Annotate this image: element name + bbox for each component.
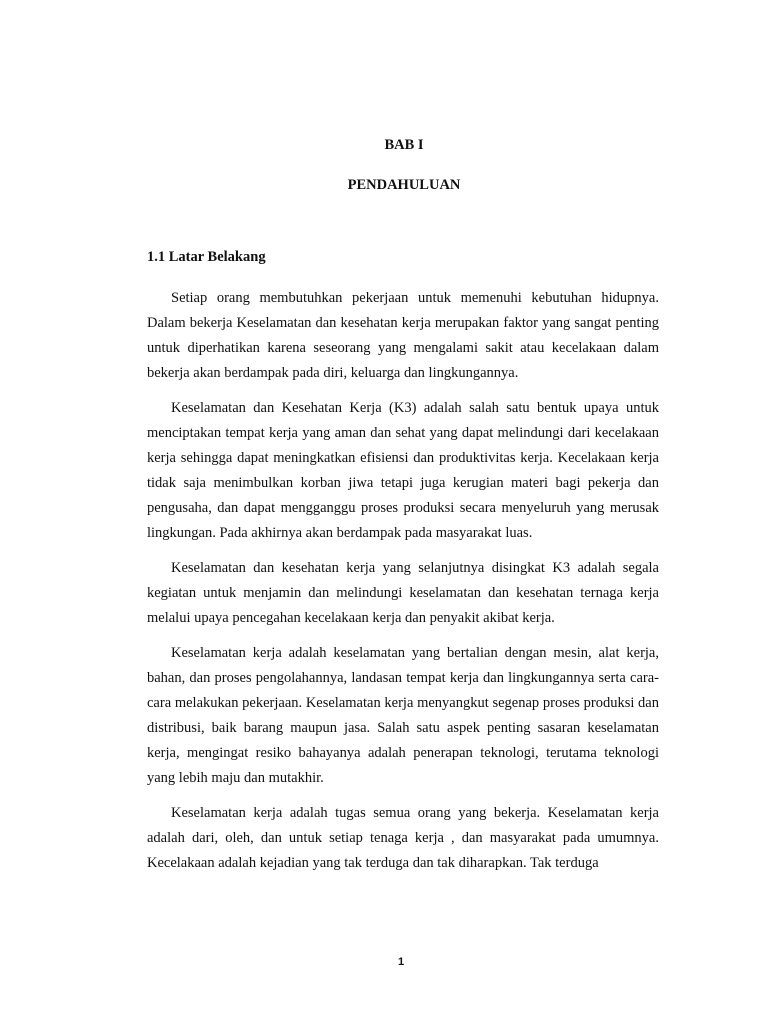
paragraph: Keselamatan kerja adalah keselamatan yang bertalian dengan mesin, alat kerja, bahan, dan proses pengolahannya, landasan tempat kerja dan lingkungannya serta cara-cara melakukan pekerjaan. Keselamatan kerja menyangkut segenap proses produksi dan distribusi, baik barang maupun jasa. Salah satu aspek penting sasaran keselamatan kerja, mengingat resiko bahayanya adalah penerapan teknologi, terutama teknologi yang lebih maju dan mutakhir. (147, 645, 659, 786)
paragraph: Keselamatan kerja adalah tugas semua orang yang bekerja. Keselamatan kerja adalah dari, oleh, dan untuk setiap tenaga kerja , dan masyarakat pada umumnya. Kecelakaan adalah kejadian yang tak terduga dan tak diharapkan. Tak terduga (147, 805, 659, 872)
paragraph: Keselamatan dan Kesehatan Kerja (K3) adalah salah satu bentuk upaya untuk menciptakan tempat kerja yang aman dan sehat yang dapat melindungi dari kecelakaan kerja sehingga dapat meningkatkan efisiensi dan produktivitas kerja. Kecelakaan kerja tidak saja menimbulkan korban jiwa tetapi juga kerugian materi bagi pekerja dan pengusaha, dan dapat mengganggu proses produksi secara menyeluruh yang merusak lingkungan. Pada akhirnya akan berdampak pada masyarakat luas. (147, 400, 659, 541)
chapter-label: BAB I (384, 137, 424, 153)
paragraph: Keselamatan dan kesehatan kerja yang selanjutnya disingkat K3 adalah segala kegiatan untuk menjamin dan melindungi keselamatan dan kesehatan ternaga kerja melalui upaya pencegahan kecelakaan kerja dan penyakit akibat kerja. (147, 560, 659, 626)
section-heading: 1.1 Latar Belakang (147, 249, 266, 265)
page-number: 1 (397, 956, 405, 968)
body-text (147, 286, 659, 886)
paragraph: Setiap orang membutuhkan pekerjaan untuk memenuhi kebutuhan hidupnya. Dalam bekerja Keselamatan dan kesehatan kerja merupakan faktor yang sangat penting untuk diperhatikan karena seseorang yang mengalami sakit atau kecelakaan dalam bekerja akan berdampak pada diri, keluarga dan lingkungannya. (147, 290, 659, 381)
chapter-title: PENDAHULUAN (347, 177, 461, 193)
